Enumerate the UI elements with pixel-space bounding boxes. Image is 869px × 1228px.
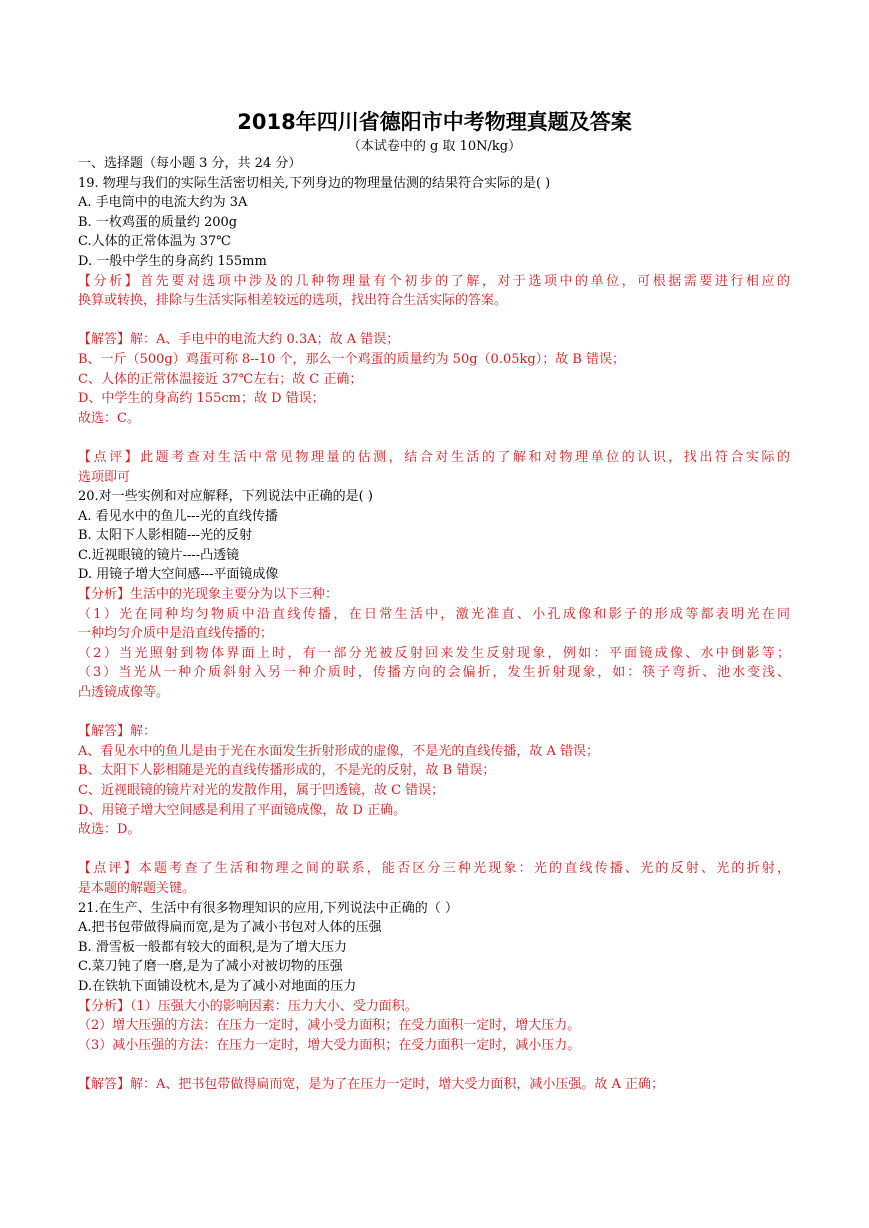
text-line xyxy=(78,213,790,233)
line-text: 凸透镜成像等。 xyxy=(78,685,170,701)
document-subtitle: （本试卷中的 g 取 10N/kg） xyxy=(347,139,522,154)
line-text: C.近视眼镜的镜片----凸透镜 xyxy=(78,547,240,563)
text-line xyxy=(78,820,790,840)
text-line xyxy=(78,350,790,370)
line-text: 本题考查了生活和物理之间的联系，能否区分三种光现象：光的直线传播、光的反射、光的折射， xyxy=(138,861,790,877)
text-line xyxy=(78,742,790,762)
text-line xyxy=(78,174,790,194)
text-line xyxy=(78,957,790,977)
line-text: B. 滑雪板一般都有较大的面积,是为了增大压力 xyxy=(78,939,347,955)
text-line xyxy=(78,526,790,546)
line-text: 解：A、把书包带做得扁而宽，是为了在压力一定时，增大受力面积，减小压强。故 A 正确； xyxy=(130,1076,665,1092)
text-line xyxy=(78,644,790,664)
line-text: C、人体的正常体温接近 37℃左右；故 C 正确； xyxy=(78,371,363,387)
text-line xyxy=(78,154,790,174)
line-text: 故选：C。 xyxy=(78,410,140,426)
line-text: A.把书包带做得扁而宽,是为了减小书包对人体的压强 xyxy=(78,920,382,936)
text-line xyxy=(78,546,790,566)
text-line xyxy=(78,252,790,272)
text-line xyxy=(78,507,790,527)
line-text: 首先要对选项中涉及的几种物理量有个初步的了解，对于选项中的单位，可根据需要进行相应的 xyxy=(140,273,790,289)
line-text: D、用镜子增大空间感是利用了平面镜成像，故 D 正确。 xyxy=(78,802,407,818)
text-line xyxy=(78,232,790,252)
document-title: 2018年四川省德阳市中考物理真题及答案 xyxy=(237,110,632,134)
text-line xyxy=(78,918,790,938)
section-tag: 【分析】 xyxy=(78,587,131,603)
line-text: （2）当光照射到物体界面上时，有一部分光被反射回来发生反射现象，例如：平面镜成像、水中倒影等； xyxy=(78,645,790,661)
document-body xyxy=(78,154,790,1095)
text-line xyxy=(78,938,790,958)
section-tag: 【解答】 xyxy=(78,724,131,740)
line-text: A、看见水中的鱼儿是由于光在水面发生折射形成的虚像，不是光的直线传播，故 A 错误； xyxy=(78,743,600,759)
line-text: C、近视眼镜的镜片对光的发散作用，属于凹透镜，故 C 错误； xyxy=(78,783,445,798)
line-text: D、中学生的身高约 155cm；故 D 错误； xyxy=(78,391,325,407)
text-line xyxy=(78,879,790,899)
text-line xyxy=(78,605,790,625)
line-text: 故选：D。 xyxy=(78,822,141,838)
line-text: D.在铁轨下面铺设枕木,是为了减小对地面的压力 xyxy=(78,978,357,994)
blank-line xyxy=(78,1055,790,1075)
text-line xyxy=(78,389,790,409)
text-line xyxy=(78,1075,790,1095)
line-text: 解： xyxy=(130,724,157,740)
section-tag: 【解答】 xyxy=(78,332,131,348)
text-line xyxy=(78,370,790,390)
section-tag: 【点评】 xyxy=(78,861,139,877)
text-line xyxy=(78,272,790,292)
line-text: B、太阳下人影相随是光的直线传播形成的，不是光的反射，故 B 错误； xyxy=(78,763,496,779)
section-tag: 【分析】 xyxy=(78,998,131,1014)
line-text: 一种均匀介质中是沿直线传播的； xyxy=(78,626,274,642)
text-line xyxy=(78,193,790,213)
line-text: 生活中的光现象主要分为以下三种： xyxy=(130,587,339,603)
section-tag: 【点评】 xyxy=(78,449,141,465)
line-text: （3）当光从一种介质斜射入另一种介质时，传播方向的会偏折，发生折射现象，如：筷子弯折、池水变浅、 xyxy=(78,665,790,681)
text-line xyxy=(78,899,790,919)
text-line xyxy=(78,448,790,468)
blank-line xyxy=(78,840,790,860)
text-line xyxy=(78,761,790,781)
text-line xyxy=(78,977,790,997)
line-text: A. 手电筒中的电流大约为 3A xyxy=(78,195,248,211)
text-line xyxy=(78,409,790,429)
line-text: 是本题的解题关键。 xyxy=(78,880,196,896)
line-text: 20.对一些实例和对应解释，下列说法中正确的是( ) xyxy=(78,489,373,505)
text-line xyxy=(78,1016,790,1036)
line-text: 解：A、手电中的电流大约 0.3A；故 A 错误； xyxy=(130,332,400,348)
text-line xyxy=(78,585,790,605)
line-text: D. 一般中学生的身高约 155mm xyxy=(78,253,267,269)
text-line xyxy=(78,291,790,311)
line-text: （2）增大压强的方法：在压力一定时，减小受力面积；在受力面积一定时，增大压力。 xyxy=(78,1018,581,1034)
text-line xyxy=(78,859,790,879)
blank-line xyxy=(78,311,790,331)
line-text: D. 用镜子增大空间感---平面镜成像 xyxy=(78,567,279,583)
text-line xyxy=(78,997,790,1017)
line-text: B、一斤（500g）鸡蛋可称 8--10 个，那么一个鸡蛋的质量约为 50g（0.05kg）；故 B 错误； xyxy=(78,351,626,367)
line-text: 19. 物理与我们的实际生活密切相关,下列身边的物理量估测的结果符合实际的是( ) xyxy=(78,175,551,191)
line-text: B. 一枚鸡蛋的质量约 200g xyxy=(78,214,238,230)
text-line xyxy=(78,1036,790,1056)
line-text: 一、选择题（每小题 3 分，共 24 分） xyxy=(78,156,302,171)
line-text: C.菜刀钝了磨一磨,是为了减小对被切物的压强 xyxy=(78,959,343,975)
text-line xyxy=(78,624,790,644)
line-text: 选项即可 xyxy=(78,469,131,485)
section-tag: 【解答】 xyxy=(78,1076,131,1092)
line-text: 21.在生产、生活中有很多物理知识的应用,下列说法中正确的（ ） xyxy=(78,900,458,916)
text-line xyxy=(78,663,790,683)
text-line xyxy=(78,487,790,507)
line-text: （1）光在同种均匀物质中沿直线传播，在日常生活中，激光准直、小孔成像和影子的形成等都表明光在同 xyxy=(78,606,790,622)
text-line xyxy=(78,683,790,703)
line-text: （1）压强大小的影响因素：压力大小、受力面积。 xyxy=(130,998,418,1014)
text-line xyxy=(78,330,790,350)
line-text: C.人体的正常体温为 37℃ xyxy=(78,234,231,250)
line-text: 此题考查对生活中常见物理量的估测，结合对生活的了解和对物理单位的认识，找出符合实际的 xyxy=(140,449,790,465)
blank-line xyxy=(78,703,790,723)
line-text: A. 看见水中的鱼儿---光的直线传播 xyxy=(78,508,278,524)
text-line xyxy=(78,722,790,742)
section-tag: 【分析】 xyxy=(78,273,141,289)
line-text: 换算或转换，排除与生活实际相差较远的选项，找出符合生活实际的答案。 xyxy=(78,293,508,309)
text-line xyxy=(78,801,790,821)
text-line xyxy=(78,565,790,585)
text-line xyxy=(78,468,790,488)
line-text: （3）减小压强的方法：在压力一定时，增大受力面积；在受力面积一定时，减小压力。 xyxy=(78,1037,581,1053)
line-text: B. 太阳下人影相随---光的反射 xyxy=(78,528,252,544)
blank-line xyxy=(78,428,790,448)
text-line xyxy=(78,781,790,801)
